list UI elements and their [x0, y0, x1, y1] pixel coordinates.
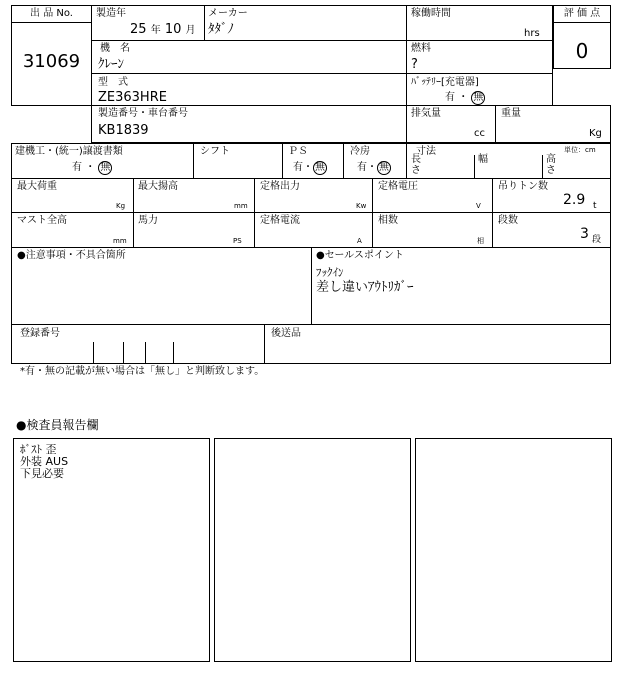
max-load-label: 最大荷重	[17, 181, 57, 192]
transfer-docs-choice	[72, 161, 112, 175]
ac-yes: 有	[357, 162, 367, 173]
lot-label: 出 品 No.	[30, 8, 73, 19]
hoist-tons-value: 2.9	[563, 192, 586, 208]
battery-no-circled: 無	[473, 92, 484, 103]
transfer-yes: 有	[72, 162, 82, 173]
sales-point-1: ﾌｯｸｲﾝ	[316, 266, 344, 279]
battery-choice	[445, 91, 485, 105]
stages-label: 段数	[498, 215, 518, 226]
inspector-note-3: 下見必要	[20, 467, 64, 480]
sales-points-label: ●セールスポイント	[316, 250, 404, 261]
height-label: 高 さ	[546, 154, 556, 176]
rating-label: 評 価 点	[563, 8, 601, 19]
hoist-tons-label: 吊りトン数	[498, 181, 548, 192]
shift-label: シフト	[200, 146, 230, 157]
ac-no-circled: 無	[379, 162, 389, 173]
model-value: ｸﾚｰﾝ	[98, 57, 124, 72]
battery-yes: 有	[445, 92, 455, 103]
caution-label: ●注意事項・不具合箇所	[17, 250, 126, 261]
inspector-note-2: 外装 AUS	[20, 455, 69, 468]
sales-point-2: 差し違いｱｳﾄﾘｶﾞｰ	[316, 280, 414, 295]
type-value: ZE363HRE	[98, 90, 167, 105]
transfer-sep: ・	[85, 162, 96, 173]
rated-voltage-unit: V	[476, 202, 481, 210]
dimensions-unit: 単位：cm	[564, 146, 596, 154]
model-label: 機 名	[100, 43, 130, 54]
rated-output-unit: Kw	[356, 202, 367, 210]
serial-label: 製造番号・車台番号	[98, 108, 188, 119]
inspector-note-1: ﾎﾞｽﾄ 歪	[20, 443, 57, 456]
rated-output-label: 定格出力	[260, 181, 300, 192]
fuel-label: 燃料	[411, 43, 431, 54]
weight-label: 重量	[501, 108, 521, 119]
dimensions-label: 寸法	[416, 146, 436, 157]
year-label: 製造年	[96, 8, 126, 19]
ps-yes: 有	[293, 162, 303, 173]
hoist-tons-unit: t	[593, 201, 597, 211]
max-lift-unit: mm	[234, 202, 248, 210]
mast-height-unit: mm	[113, 237, 127, 245]
mast-height-label: マスト全高	[17, 215, 67, 226]
maker-value: ﾀﾀﾞﾉ	[208, 22, 234, 37]
max-lift-label: 最大揚高	[138, 181, 178, 192]
shipping-label: 後送品	[271, 328, 301, 339]
inspector-box-3	[415, 438, 612, 662]
type-label: 型 式	[98, 77, 128, 88]
ac-choice	[357, 161, 391, 175]
hours-unit: hrs	[524, 28, 540, 39]
max-load-unit: Kg	[116, 202, 126, 210]
ps-no-circled: 無	[315, 162, 325, 173]
weight-unit: Kg	[589, 128, 602, 139]
phase-unit: 相	[477, 237, 484, 245]
rated-voltage-label: 定格電圧	[378, 181, 418, 192]
ps-sep: ・	[303, 162, 313, 173]
stages-value: 3	[580, 226, 589, 242]
inspector-box-2	[214, 438, 411, 662]
horsepower-label: 馬力	[138, 215, 158, 226]
serial-value: KB1839	[98, 123, 149, 138]
battery-sep: ・	[458, 92, 469, 103]
rating-value: 0	[575, 39, 589, 63]
month-number: 10	[164, 22, 182, 37]
phase-label: 相数	[378, 215, 398, 226]
maker-label: メーカー	[208, 8, 248, 19]
displacement-unit: cc	[474, 128, 485, 139]
rated-current-label: 定格電流	[260, 215, 300, 226]
battery-label: ﾊﾞｯﾃﾘｰ[充電器]	[411, 77, 479, 88]
registration-label: 登録番号	[20, 328, 60, 339]
lot-number: 31069	[22, 51, 81, 72]
length-label: 長 さ	[411, 154, 421, 176]
year-unit: 年	[150, 25, 161, 36]
ps-label: ＰＳ	[288, 146, 308, 157]
ac-sep: ・	[367, 162, 377, 173]
transfer-no-circled: 無	[100, 162, 111, 173]
ps-choice	[293, 161, 327, 175]
displacement-label: 排気量	[411, 108, 441, 119]
month-unit: 月	[185, 25, 196, 36]
fuel-value: ?	[411, 57, 418, 72]
ac-label: 冷房	[350, 146, 370, 157]
hours-label: 稼働時間	[411, 8, 451, 19]
width-label: 幅	[478, 154, 488, 165]
footnote: *有・無の記載が無い場合は「無し」と判断致します。	[20, 366, 265, 377]
registration-box	[11, 324, 611, 364]
inspector-title: ●検査員報告欄	[16, 418, 99, 432]
transfer-docs-label: 建機工・(統一)譲渡書類	[15, 146, 123, 157]
rated-current-unit: A	[357, 237, 362, 245]
year-value	[130, 22, 196, 38]
horsepower-unit: PS	[233, 237, 242, 245]
year-number: 25	[130, 22, 147, 37]
stages-unit: 段	[592, 235, 602, 245]
